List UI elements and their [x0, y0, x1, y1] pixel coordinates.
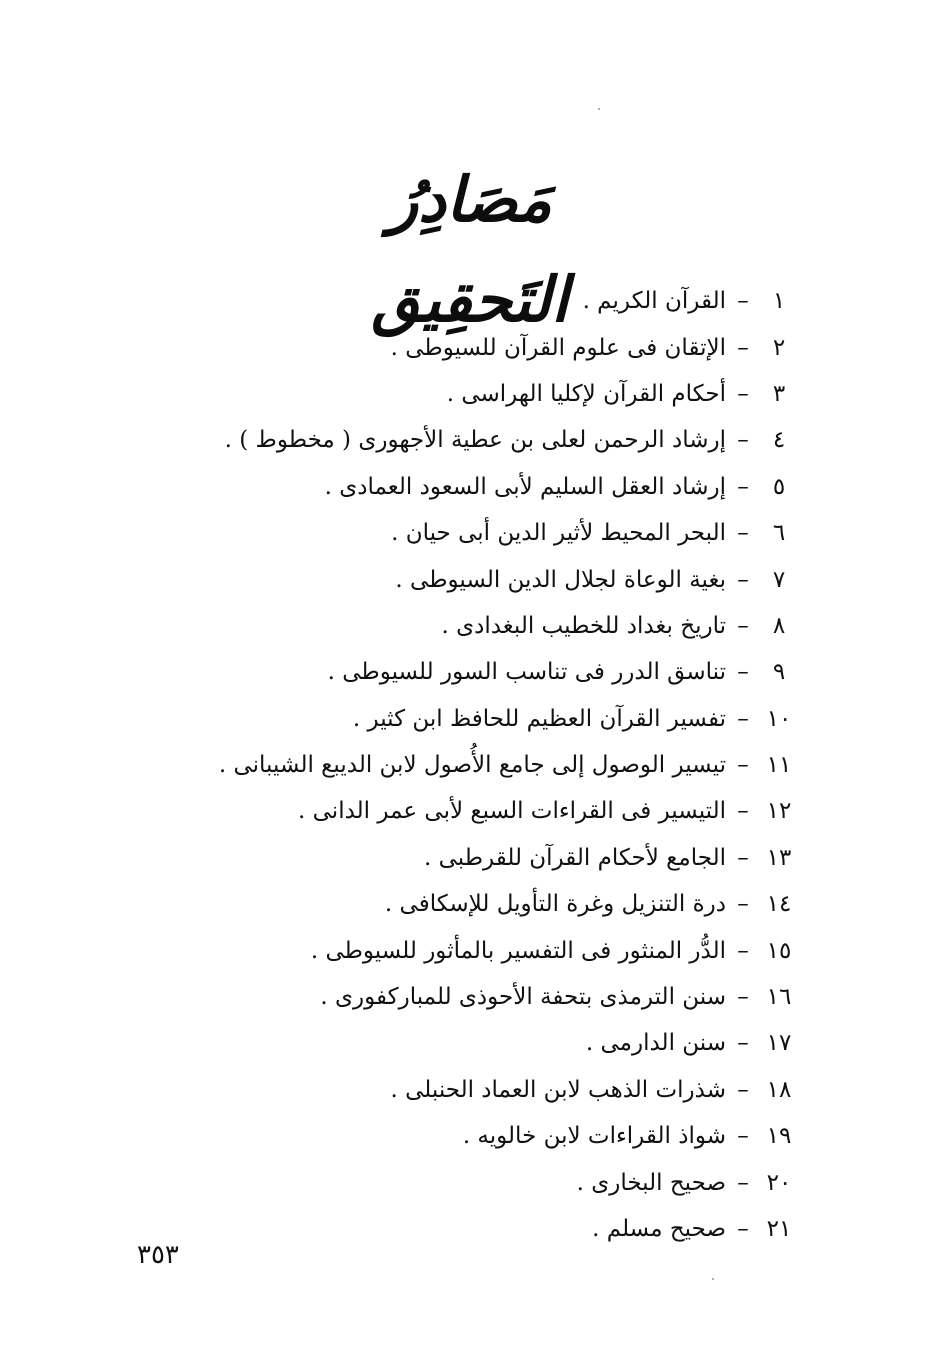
source-number: ١٥ [766, 937, 792, 964]
source-separator: – [737, 612, 749, 639]
source-text: تناسق الدرر فى تناسب السور للسيوطى . [327, 659, 726, 686]
source-separator: – [737, 1216, 749, 1242]
source-number: ١١ [766, 752, 792, 779]
source-separator: – [737, 705, 749, 732]
source-item [98, 278, 798, 324]
source-text: الدُّر المنثور فى التفسير بالمأثور للسيوطى . [310, 937, 726, 964]
source-item [98, 371, 798, 417]
source-number: ١٠ [766, 705, 792, 732]
source-item [98, 1159, 798, 1205]
source-separator: – [737, 984, 749, 1011]
source-item [98, 881, 798, 927]
source-item [98, 788, 798, 834]
source-item [98, 649, 798, 695]
source-number: ١٨ [766, 1076, 792, 1103]
source-number: ٢١ [766, 1216, 792, 1242]
source-item [98, 1113, 798, 1159]
source-text: تفسير القرآن العظيم للحافظ ابن كثير . [352, 705, 726, 732]
source-number: ١٦ [766, 984, 792, 1011]
source-separator: – [737, 427, 749, 454]
source-separator: – [737, 1123, 749, 1150]
source-text: سنن الدارمى . [585, 1030, 726, 1057]
source-separator: – [737, 1169, 749, 1196]
source-separator: – [737, 380, 749, 407]
source-separator: – [737, 659, 749, 686]
source-number: ٧ [772, 566, 786, 593]
source-text: تيسير الوصول إلى جامع الأُصول لابن الديبع الشيبانى . [218, 752, 726, 779]
source-text: إرشاد العقل السليم لأبى السعود العمادى . [324, 473, 726, 500]
source-item [98, 927, 798, 973]
source-number: ٨ [772, 612, 786, 639]
source-text: صحيح البخارى . [576, 1169, 726, 1196]
sources-list [98, 278, 798, 1252]
source-text: تاريخ بغداد للخطيب البغدادى . [441, 612, 726, 639]
source-text: صحيح مسلم . [592, 1216, 726, 1242]
source-item [98, 324, 798, 370]
source-separator: – [737, 520, 749, 547]
scan-speck [712, 1278, 714, 1280]
source-number: ١٢ [766, 798, 792, 825]
source-item [98, 1206, 798, 1252]
source-text: التيسير فى القراءات السبع لأبى عمر الدانى . [298, 798, 726, 825]
source-text: شواذ القراءات لابن خالويه . [462, 1123, 726, 1150]
source-text: أحكام القرآن لإكليا الهراسى . [446, 380, 726, 407]
source-separator: – [737, 752, 749, 779]
source-number: ٤ [772, 427, 786, 454]
source-number: ١٧ [766, 1030, 792, 1057]
source-number: ١٤ [766, 891, 792, 918]
source-item [98, 417, 798, 463]
source-number: ٢٠ [766, 1169, 792, 1196]
source-item [98, 510, 798, 556]
source-separator: – [737, 566, 749, 593]
source-item [98, 974, 798, 1020]
source-text: الإتقان فى علوم القرآن للسيوطى . [390, 334, 726, 361]
source-text: الجامع لأحكام القرآن للقرطبى . [423, 844, 726, 871]
source-item [98, 464, 798, 510]
source-separator: – [737, 844, 749, 871]
source-text: بغية الوعاة لجلال الدين السيوطى . [395, 566, 726, 593]
source-item [98, 835, 798, 881]
source-number: ١ [772, 288, 786, 315]
source-item [98, 1020, 798, 1066]
source-item [98, 742, 798, 788]
scan-speck [598, 108, 600, 110]
page-number: ٣٥٣ [137, 1240, 179, 1270]
source-text: البحر المحيط لأثير الدين أبى حيان . [391, 520, 726, 547]
source-text: سنن الترمذى بتحفة الأحوذى للمباركفورى . [320, 984, 726, 1011]
source-separator: – [737, 1030, 749, 1057]
source-number: ٢ [772, 334, 786, 361]
source-number: ٦ [772, 520, 786, 547]
page-title: مَصَادِرُ التَحقِيق [371, 163, 569, 336]
source-number: ٣ [772, 380, 786, 407]
source-item [98, 603, 798, 649]
source-text: درة التنزيل وغرة التأويل للإسكافى . [384, 891, 726, 918]
source-text: القرآن الكريم . [582, 288, 726, 315]
source-separator: – [737, 473, 749, 500]
source-number: ٩ [772, 659, 786, 686]
source-separator: – [737, 334, 749, 361]
source-separator: – [737, 288, 749, 315]
source-separator: – [737, 798, 749, 825]
source-separator: – [737, 937, 749, 964]
source-item [98, 696, 798, 742]
source-separator: – [737, 891, 749, 918]
source-text: إرشاد الرحمن لعلى بن عطية الأجهورى ( مخطوط ) . [224, 427, 726, 454]
source-number: ١٣ [766, 844, 792, 871]
source-number: ١٩ [766, 1123, 792, 1150]
source-text: شذرات الذهب لابن العماد الحنبلى . [390, 1076, 726, 1103]
source-separator: – [737, 1076, 749, 1103]
source-number: ٥ [772, 473, 786, 500]
source-item [98, 556, 798, 602]
source-item [98, 1067, 798, 1113]
